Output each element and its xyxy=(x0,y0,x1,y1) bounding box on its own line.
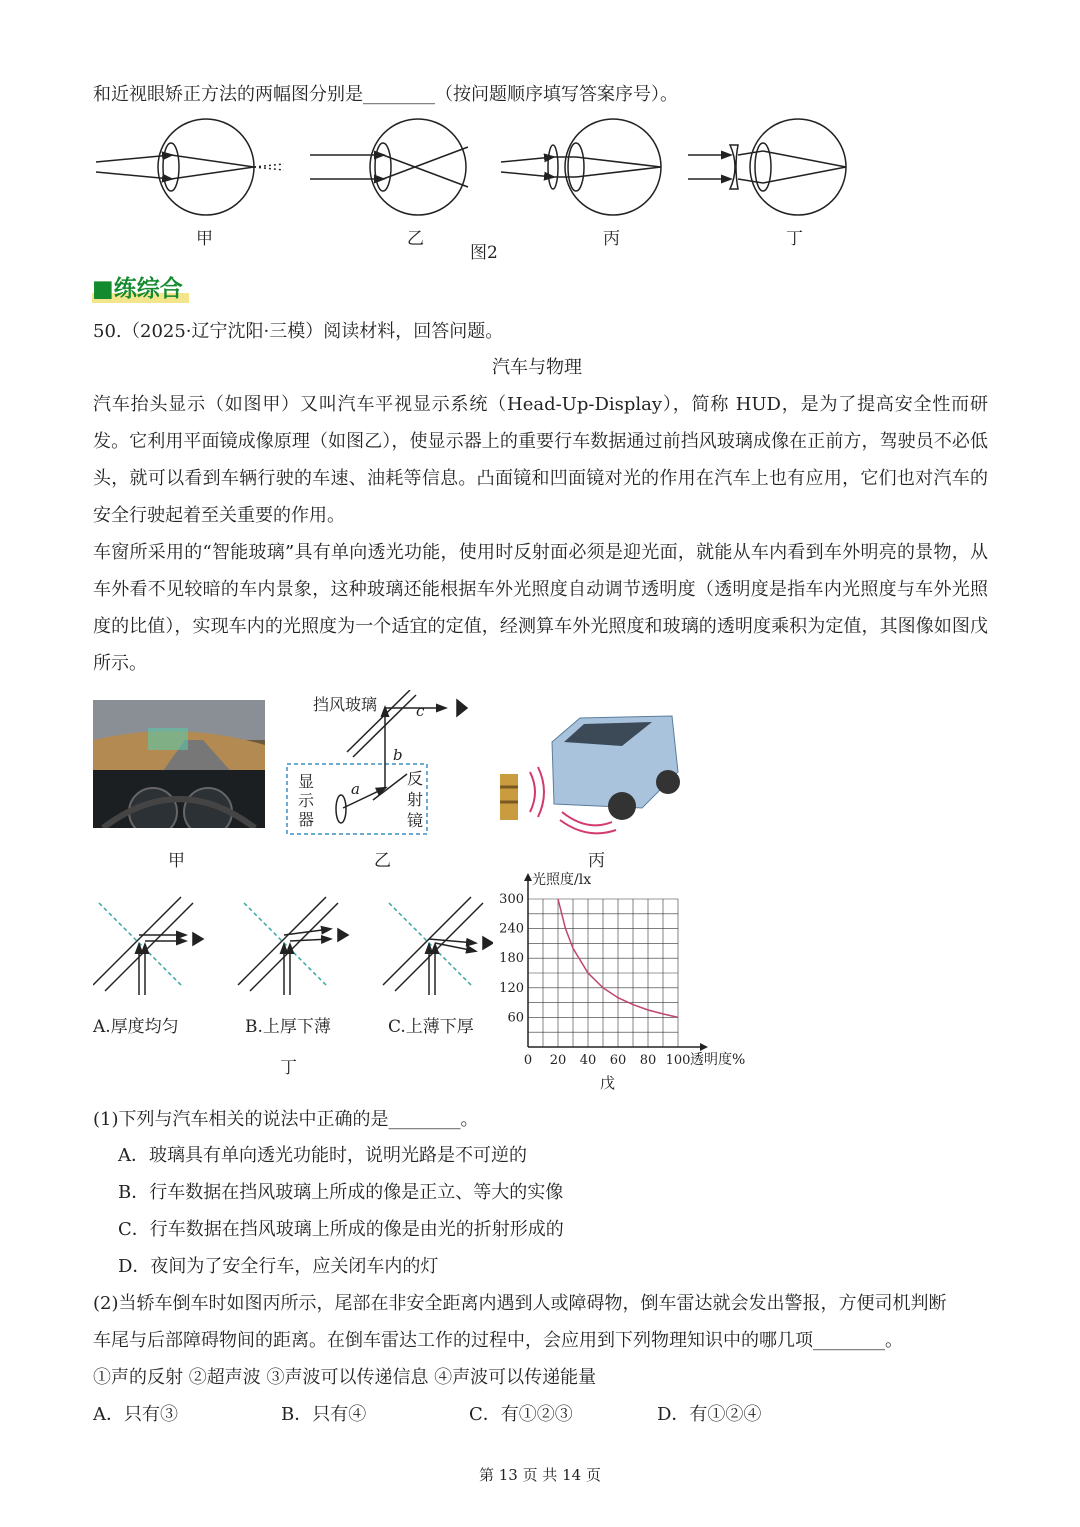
section-title: ■练综合 xyxy=(92,270,189,303)
page-footer: 第 13 页 共 14 页 xyxy=(478,1466,601,1484)
q1-stem: (1)下列与汽车相关的说法中正确的是________。 xyxy=(93,1109,479,1130)
reversing-car-illustration xyxy=(492,712,682,838)
ding-option-b: B.上厚下薄 xyxy=(245,1017,331,1037)
y-tick-label: 60 xyxy=(507,1010,524,1026)
y-tick-label: 300 xyxy=(499,892,524,907)
q1-option-b: B．行车数据在挡风玻璃上所成的像是正立、等大的实像 xyxy=(118,1182,564,1203)
fig2-caption: 图2 xyxy=(470,243,498,263)
fig2-label-jia: 甲 xyxy=(196,229,213,249)
eye-yi xyxy=(310,119,468,215)
chart-xlabel: 透明度% xyxy=(690,1052,746,1068)
paragraph-1: 汽车抬头显示（如图甲）又叫汽车平视显示系统（Head-Up-Display），简称 HUD，是为了提高安全性而研发。它利用平面镜成像原理（如图乙），使显示器上的重要行车数据通过前挡风玻璃成像在正前方，驾驶员不必低头，就可以看到车辆行驶的车速、油耗等信息。凸面镜和凹面镜对光的作用在汽车上也有应用，它们也对汽车的安全行驶起着至关重要的作用。 xyxy=(93,394,988,526)
eye-ding xyxy=(688,119,846,215)
x-tick-label: 100 xyxy=(665,1053,691,1068)
question-number: 50. xyxy=(93,321,122,342)
chart-title: 戊 xyxy=(600,1074,616,1092)
fig2-label-ding: 丁 xyxy=(786,229,803,249)
illuminance-transparency-chart xyxy=(490,862,765,1102)
q2-option-c: C．有①②③ xyxy=(469,1404,573,1425)
glass-thickness-diagrams xyxy=(93,895,493,1005)
label-windshield: 挡风玻璃 xyxy=(313,695,378,714)
chart-axes xyxy=(524,873,708,1051)
label-ray-a: a xyxy=(351,780,360,798)
eye-jia xyxy=(96,119,284,215)
q1-option-c: C．行车数据在挡风玻璃上所成的像是由光的折射形成的 xyxy=(118,1219,564,1240)
q1-option-d: D．夜间为了安全行车，应关闭车内的灯 xyxy=(118,1256,439,1277)
label-display: 显示器 xyxy=(298,772,315,829)
y-tick-label: 240 xyxy=(499,921,524,937)
paragraph-2: 车窗所采用的“智能玻璃”具有单向透光功能，使用时反射面必须是迎光面，就能从车内看到车外明亮的景物，从车外看不见较暗的车内景象，这种玻璃还能根据车外光照度自动调节透明度（透明度是指车内光照度与车外光照度的比值），实现车内的光照度为一个适宜的定值，经测算车外光照度和玻璃的透明度乘积为定值，其图像如图戊所示。 xyxy=(93,542,988,674)
label-ray-c: c xyxy=(416,702,425,720)
fig2-label-yi: 乙 xyxy=(407,229,424,249)
q2-option-d: D．有①②④ xyxy=(657,1404,762,1425)
y-tick-label: 120 xyxy=(499,980,524,996)
label-ray-b: b xyxy=(393,746,403,764)
article-title: 汽车与物理 xyxy=(492,357,582,378)
x-tick-label: 0 xyxy=(523,1053,533,1068)
fig-ding-caption: 丁 xyxy=(280,1058,297,1078)
x-axis-arrow xyxy=(700,1043,708,1051)
q1-option-a: A．玻璃具有单向透光功能时，说明光路是不可逆的 xyxy=(118,1145,527,1166)
fig-yi-caption: 乙 xyxy=(374,851,391,871)
x-tick-label: 20 xyxy=(549,1053,567,1068)
fig2-label-bing: 丙 xyxy=(603,229,620,249)
x-tick-label: 80 xyxy=(639,1053,657,1068)
q2-items: ①声的反射 ②超声波 ③声波可以传递信息 ④声波可以传递能量 xyxy=(93,1367,597,1388)
hud-photo xyxy=(93,700,265,828)
eye-bing xyxy=(501,119,661,215)
chart-grid xyxy=(528,899,678,1047)
intro-line: 和近视眼矫正方法的两幅图分别是________（按问题顺序填写答案序号）。 xyxy=(93,84,678,105)
fig-bing-caption: 丙 xyxy=(588,851,605,871)
q2-option-a: A．只有③ xyxy=(93,1404,178,1425)
q2-stem-line1: (2)当轿车倒车时如图丙所示，尾部在非安全距离内遇到人或障碍物，倒车雷达就会发出警报，方便司机判断 xyxy=(93,1293,947,1314)
y-axis-arrow xyxy=(524,873,532,881)
chart-ylabel: 光照度/lx xyxy=(532,872,592,888)
x-tick-label: 40 xyxy=(579,1053,597,1068)
x-tick-label: 60 xyxy=(609,1053,627,1068)
ding-option-c: C.上薄下厚 xyxy=(388,1017,474,1037)
question-source: （2025·辽宁沈阳·三模）阅读材料，回答问题。 xyxy=(122,321,504,342)
ding-option-a: A.厚度均匀 xyxy=(93,1017,179,1037)
fig-jia-caption: 甲 xyxy=(168,851,185,871)
y-tick-label: 180 xyxy=(499,951,524,967)
label-mirror: 反射镜 xyxy=(407,769,424,830)
q2-option-b: B．只有④ xyxy=(281,1404,367,1425)
q2-stem-line2: 车尾与后部障碍物间的距离。在倒车雷达工作的过程中，会应用到下列物理知识中的哪几项________。 xyxy=(93,1330,903,1351)
